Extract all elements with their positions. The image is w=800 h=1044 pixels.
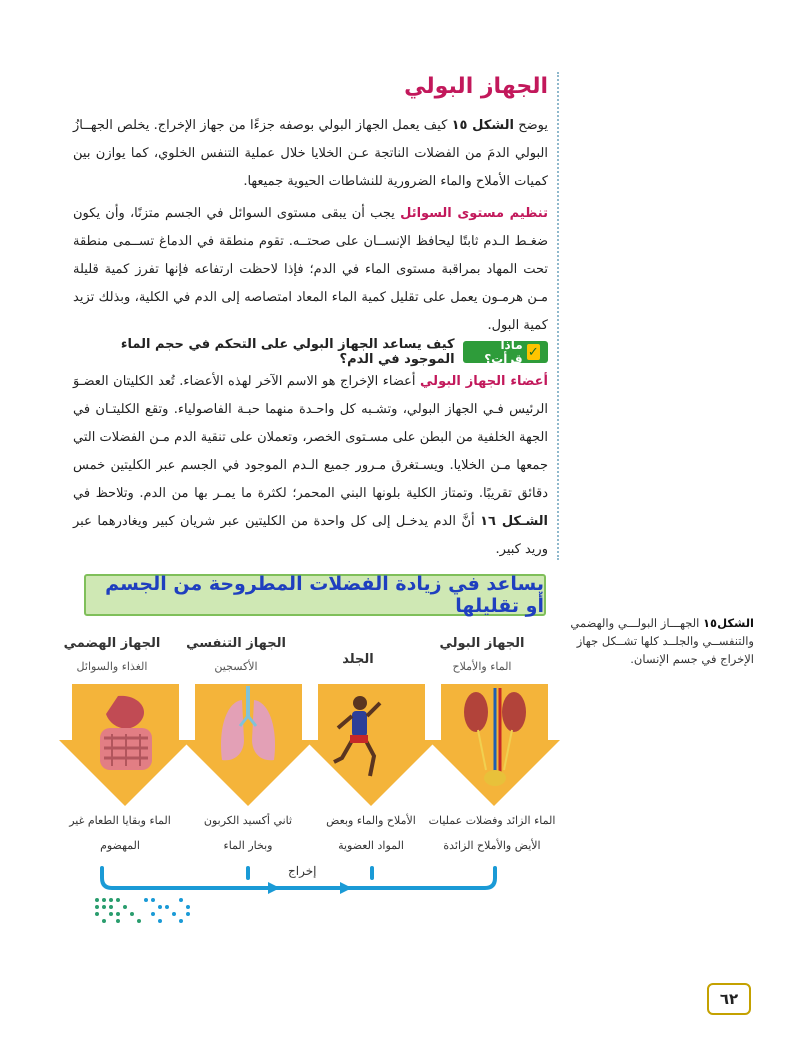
system-output-skin-line2: المواد العضوية: [338, 839, 404, 852]
reading-check-question: كيف يساعد الجهاز البولي على التحكم في حجم الماء الموجود في الدم؟: [120, 337, 455, 367]
system-output-respiratory: [184, 808, 312, 858]
system-output-urinary-line1: الماء الزائد وفضلات عمليات: [428, 814, 556, 827]
reading-check-label: ماذا قرأت؟: [484, 338, 523, 366]
paragraph-intro-text: كيف يعمل الجهاز البولي بوصفه جزءًا من جهاز الإخراج. يخلص الجهــازُ البولي الدمَ من الفضلات الناتجة عـن الخلايا خلال عملية التنفس الخلوي، كما يوازن بين كميات الأملاح والماء الضرورية للنشاطات الحيوية جميعها.: [73, 118, 548, 189]
system-output-respiratory-line1: ثاني أكسيد الكربون: [203, 814, 293, 827]
paragraph-organs-text-2: أنَّ الدم يدخـل إلى كل واحدة من الكليتين عبر شريان كبير ويغادرهما عبر وريد كبير.: [73, 514, 548, 557]
system-input-digestive: الغذاء والسوائل: [76, 660, 148, 673]
arrow-skin: [305, 684, 437, 806]
paragraph-intro-lead: يوضح: [513, 118, 548, 133]
page-number: ٦٢: [707, 983, 751, 1015]
publisher-dots-logo: [95, 898, 190, 923]
figure-reference-16: الشـكل ١٦: [480, 514, 549, 529]
paragraph-organs-text-1: أعضاء الإخراج هو الاسم الآخر لهذه الأعضاء. تُعد الكليتان العضـوَ الرئيس فـي الجهاز البولي، وتشـبه كل واحـدة منهما حبـة الفاصولياء. وتقع الكليتـان في الجهة الخلفية من البطن على مسـتوى الخصر، وتعملان على تنقية الدم مـن الفضلات التي جمعها مـن الخلايا. ويسـتغرق مـرور جميع الـدم الموجود في الجسم عبر الكليتين خمس دقائق تقريبًا. وتمتاز الكلية بلونها البني المحمر؛ لكثرة ما يمـر بها من الدم. وتلاحظ في: [73, 374, 548, 501]
system-output-digestive-line1: الماء وبقايا الطعام غير: [69, 814, 171, 827]
figure-caption-text: الجهـــاز البولـــي والهضمي والتنفســي والجلــد كلها تشــكل جهاز الإخراج في جسم الإنسان.: [570, 616, 754, 666]
excretion-label: إخراج: [288, 864, 317, 878]
system-output-skin-line1: الأملاح والماء وبعض: [326, 814, 416, 827]
system-title-skin: الجلد: [342, 652, 374, 667]
term-fluid-regulation: تنظيم مستوى السوائل: [400, 206, 548, 221]
system-output-urinary-line2: الأيض والأملاح الزائدة: [443, 839, 541, 852]
figure-reference-15: الشكل ١٥: [451, 118, 514, 133]
system-output-skin: [307, 808, 435, 858]
term-urinary-organs: أعضاء الجهاز البولي: [420, 374, 548, 389]
system-title-respiratory: الجهاز التنفسي: [186, 636, 286, 651]
system-title-digestive: الجهاز الهضمي: [63, 636, 161, 651]
system-title-urinary: الجهاز البولي: [439, 636, 525, 651]
system-output-urinary: [428, 808, 556, 858]
system-output-respiratory-line2: وبخار الماء: [223, 839, 273, 852]
section-title: الجهاز البولي: [404, 74, 548, 99]
highlight-banner: يساعد في زيادة الفضلات المطروحة من الجسم أو تقليلها: [84, 574, 546, 616]
system-output-digestive: [56, 808, 184, 858]
paragraph-fluid-text: يجب أن يبقى مستوى السوائل في الجسم متزنًا، وأن يكون ضغـط الـدم ثابتًا ليحافظ الإنســان على صحتــه. تقوم منطقة في الدماغ تســمى منطقة تحت المهاد بمراقبة مستوى الماء في الدم؛ فإذا لاحظت ارتفاعه فإنها تفرز كمية قليلة مـن هرمـون يعمل على تقليل كمية الماء المعاد امتصاصه إلى الدم في الكلية، وبذلك تزيد كمية البول.: [73, 206, 548, 333]
system-input-urinary: الماء والأملاح: [452, 660, 512, 673]
system-output-digestive-line2: المهضوم: [100, 839, 140, 852]
system-input-respiratory: الأكسجين: [214, 660, 258, 673]
figure-caption-label: الشكل١٥: [703, 616, 754, 630]
checkmark-icon: ✓: [527, 344, 539, 360]
